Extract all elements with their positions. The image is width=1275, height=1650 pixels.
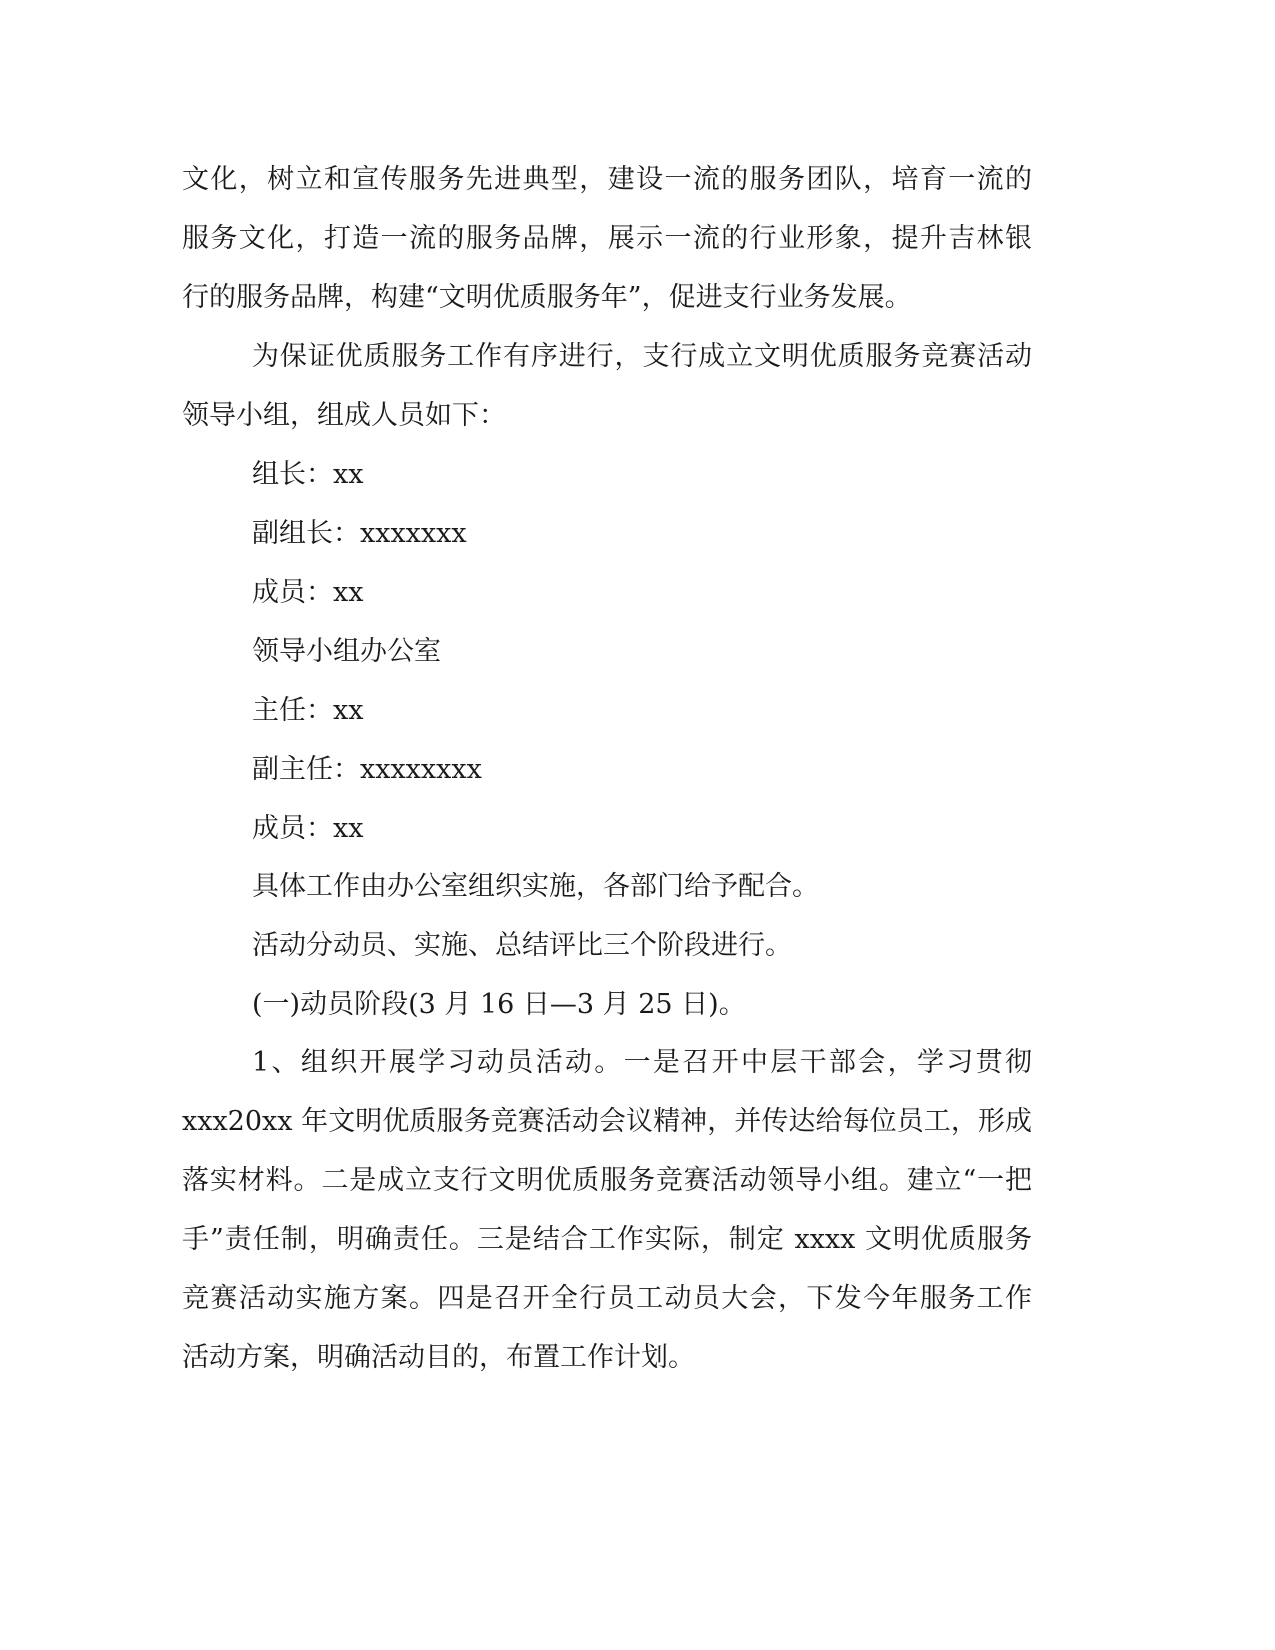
section-heading: (一)动员阶段(3 月 16 日—3 月 25 日)。: [252, 989, 746, 1020]
paragraph-line: xxx20xx 年文明优质服务竞赛活动会议精神，并传达给每位员工，形成: [182, 1106, 1032, 1137]
office-heading: 领导小组办公室: [252, 636, 441, 667]
paragraph-line: 活动方案，明确活动目的，布置工作计划。: [182, 1342, 695, 1373]
leader-line: 组长：xx: [252, 459, 364, 490]
deputy-director-line: 副主任：xxxxxxxx: [252, 754, 482, 785]
paragraph-line: 竞赛活动实施方案。四是召开全行员工动员大会，下发今年服务工作: [182, 1283, 1032, 1314]
paragraph-line: 为保证优质服务工作有序进行，支行成立文明优质服务竞赛活动: [252, 341, 1032, 372]
paragraph-line: 落实材料。二是成立支行文明优质服务竞赛活动领导小组。建立“一把: [182, 1165, 1032, 1196]
paragraph-line: 领导小组，组成人员如下：: [182, 400, 506, 431]
deputy-leader-line: 副组长：xxxxxxx: [252, 518, 467, 549]
paragraph-line: 服务文化，打造一流的服务品牌，展示一流的行业形象，提升吉林银: [182, 223, 1032, 254]
paragraph-line: 行的服务品牌，构建“文明优质服务年”，促进支行业务发展。: [182, 282, 912, 313]
paragraph-line: 活动分动员、实施、总结评比三个阶段进行。: [252, 930, 792, 961]
paragraph-line: 手”责任制，明确责任。三是结合工作实际，制定 xxxx 文明优质服务: [182, 1224, 1032, 1255]
paragraph-line: 1、组织开展学习动员活动。一是召开中层干部会，学习贯彻: [252, 1047, 1032, 1078]
office-member-line: 成员：xx: [252, 813, 364, 844]
member-line: 成员：xx: [252, 577, 364, 608]
paragraph-line: 具体工作由办公室组织实施，各部门给予配合。: [252, 871, 819, 902]
director-line: 主任：xx: [252, 695, 364, 726]
paragraph-line: 文化，树立和宣传服务先进典型，建设一流的服务团队，培育一流的: [182, 164, 1032, 195]
